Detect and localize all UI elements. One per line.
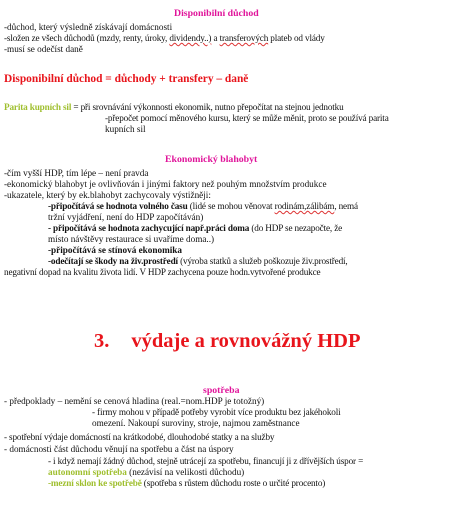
- bullet-leisure: -připočítává se hodnota volného času (lidé se mohou věnovat rodinám,zálibám, nemá: [48, 201, 358, 211]
- chapter-heading: [94, 329, 360, 353]
- text-line: - spotřební výdaje domácností na krátkodobé, dlouhodobé statky a na služby: [4, 432, 275, 442]
- text-line: - předpoklady – nemění se cenová hladina (real.=nom.HDP je totožný): [4, 396, 265, 406]
- bullet-home-work: - připočítává se hodnota zachycující např.práci doma (do HDP se nezapočte, že: [48, 223, 343, 233]
- chapter-title: výdaje a rovnovážný HDP: [131, 330, 361, 352]
- parity-label: Parita kupních sil: [4, 102, 72, 112]
- autonomous-consumption-line: autonomní spotřeba (nezávisí na velikosti důchodu): [48, 467, 245, 477]
- chapter-number: 3.: [94, 330, 110, 352]
- text-line: místo návštěvy restaurace si uvaříme doma..): [48, 234, 215, 244]
- text-line: - firmy mohou v případě potřeby vyrobit více produktu bez jakéhokoli: [92, 407, 341, 417]
- text-line: -ukazatele, který by ek.blahobyt zachycovaly výstižněji:: [4, 190, 211, 200]
- text-line: -složen ze všech důchodů (mzdy, renty, úroky, dividendy..) a transferových plateb od vlády: [4, 33, 325, 43]
- text-line: -musí se odečíst daně: [4, 44, 83, 54]
- marginal-propensity-line: -mezní sklon ke spotřebě (spotřeba s růstem důchodu roste o určité procento): [48, 478, 326, 488]
- text-line: - i když nemají žádný důchod, stejně utrácejí za spotřebu, financují ji z dřívějších úspor =: [48, 456, 364, 466]
- text-line: -důchod, který výsledně získávají domácnosti: [4, 22, 173, 32]
- text-line: kupních sil: [105, 124, 146, 134]
- bullet-environment: -odečítají se škody na živ.prostředí (výroba statků a služeb poškozuje živ.prostředí,: [48, 256, 348, 266]
- text-line: -přepočet pomocí měnového kursu, který se může měnit, proto se používá parita: [105, 113, 389, 123]
- section-title-disposable-income: Disponibilní důchod: [174, 8, 259, 19]
- text-line: -ekonomický blahobyt je ovlivňován i jinými faktory než pouhým množstvím produkce: [4, 179, 327, 189]
- formula-disposable-income: Disponibilní důchod = důchody + transfery – daně: [4, 73, 249, 85]
- text-line: negativní dopad na kvalitu života lidí. V HDP zachycena pouze hodn.vytvořené produkce: [4, 267, 321, 277]
- text-line: - domácnosti část důchodu věnují na spotřebu a část na úspory: [4, 444, 234, 454]
- section-title-consumption: spotřeba: [203, 385, 240, 396]
- text-line: omezení. Nakoupí suroviny, stroje, najmou zaměstnance: [92, 418, 300, 428]
- bullet-shadow-economy: -připočítává se stínová ekonomika: [48, 245, 182, 255]
- text-line: tržní vyjádření, není do HDP započítáván): [48, 212, 204, 222]
- parity-definition: Parita kupních sil = při srovnávání výkonnosti ekonomik, nutno přepočítat na stejnou jednotku: [4, 102, 344, 112]
- text-line: -čím vyšší HDP, tím lépe – není pravda: [4, 168, 149, 178]
- section-title-economic-welfare: Ekonomický blahobyt: [165, 154, 258, 165]
